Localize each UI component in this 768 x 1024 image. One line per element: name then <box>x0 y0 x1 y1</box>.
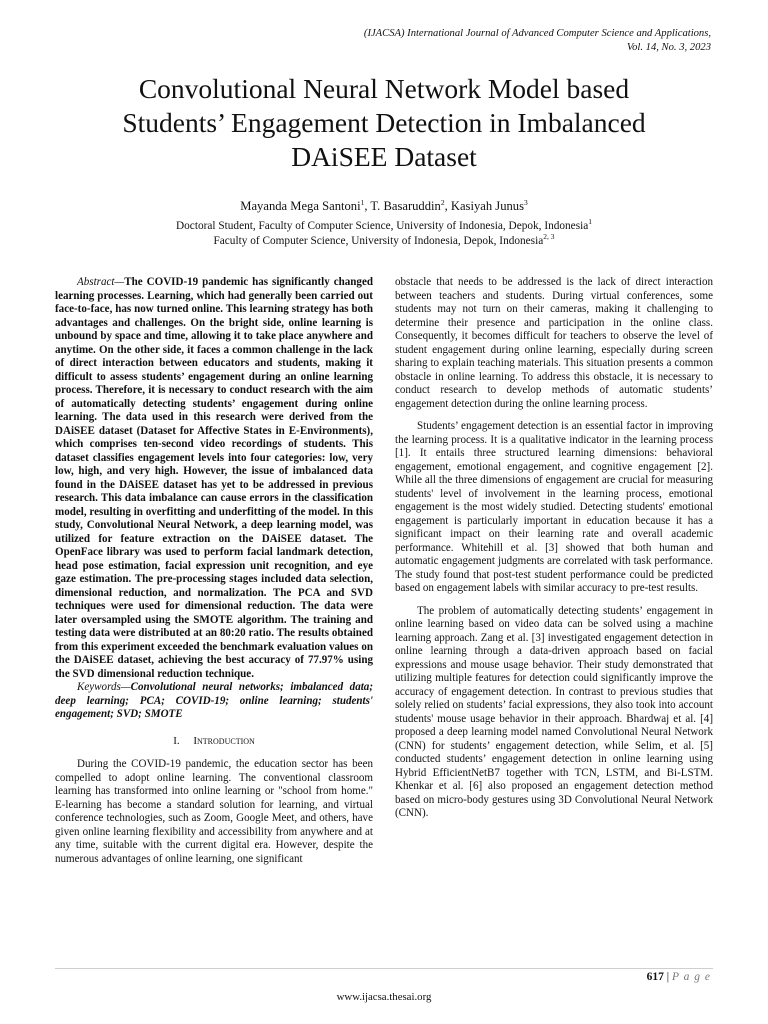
author-name: Mayanda Mega Santoni <box>240 199 361 213</box>
author-name: Kasiyah Junus <box>450 199 524 213</box>
journal-website: www.ijacsa.thesai.org <box>336 991 432 1003</box>
intro-paragraph-3: The problem of automatically detecting students’ engagement in online learning based on video data can be solved using a machine learning approach. Zang et al. [3] investigated engagement detection in online learning through a data-driven approach based on facial expressions and mouse usage behavior. Their study demonstrated that utilizing multiple features for detection could significantly improve the accuracy of engagement detection. In contrast to previous studies that solely relied on students’ facial expressions, they also took into account students' mouse usage behavior in their approach. Bhardwaj et al. [4] proposed a deep learning model named Convolutional Neural Network (CNN) for students’ engagement detection, while Selim, et al. [5] conducted students’ engagement detection in online learning using Hybrid EfficientNetB7 together with TCN, LSTM, and Bi-LSTM. Khenkar et al. [6] also proposed an engagement detection method based on micro-body gestures using 3D Convolutional Neural Network (CNN). <box>395 604 713 819</box>
journal-name: (IJACSA) International Journal of Advanced Computer Science and Applications, <box>363 28 711 39</box>
author-superscript: 3 <box>523 197 528 207</box>
page-label: P a g e <box>671 971 711 983</box>
author-name: T. Basaruddin <box>370 199 441 213</box>
right-column <box>395 276 713 821</box>
title-line-1: Convolutional Neural Network Model based <box>138 73 630 104</box>
section-heading <box>55 735 373 749</box>
footer-divider <box>55 968 713 969</box>
abstract-label: Abstract— <box>77 276 125 288</box>
intro-paragraph-2: Students’ engagement detection is an essential factor in improving the learning process. It is a qualitative indicator in the learning process [1]. It entails three structured learning dimensions: behavioral engagement, emotional engagement, and cognitive engagement [2]. While all the three dimensions of engagement are crucial for measuring students' level of involvement in the learning process, emotional engagement is the most widely studied. Detecting students' emotional engagement is particularly important in education because it has a significant impact on their learning rate and overall academic performance. Whitehill et al. [3] showed that both human and automatic engagement judgments are correlated with task performance. The study found that post-test student performance could be predicted based on engagement labels with similar accuracy to pre-test results. <box>395 420 713 594</box>
affiliation-superscript: 1 <box>588 217 592 227</box>
author-list <box>60 198 708 214</box>
affiliation-2: Faculty of Computer Science, University of Indonesia, Depok, Indonesia$^{2, 3}$ <box>213 232 555 248</box>
author-separator: , <box>444 199 451 213</box>
page-number-separator: | <box>663 971 672 983</box>
journal-volume: Vol. 14, No. 3, 2023 <box>626 42 711 53</box>
page-number-value: 617 <box>646 971 664 983</box>
affiliation-1: Doctoral Student, Faculty of Computer Science, University of Indonesia, Depok, Indonesia$^1$ <box>176 217 592 232</box>
left-column <box>55 276 373 866</box>
author-superscript: 2 <box>440 197 445 207</box>
abstract <box>55 276 373 681</box>
author-superscript: 1 <box>360 197 365 207</box>
affiliation-superscript: 2, 3 <box>543 232 555 242</box>
section-number: I. <box>173 734 180 747</box>
paper-title <box>60 72 708 174</box>
journal-header <box>291 27 711 55</box>
intro-paragraph-1-continued: obstacle that needs to be addressed is the lack of direct interaction between teachers and students. During virtual conferences, some students may not turn on their cameras, making it challenging to determine their presence and participation in the online class. Consequently, it becomes difficult for teachers to observe the level of student engagement during online learning, especially during screen sharing to explain teaching materials. This situation presents a common obstacle in online learning. To address this obstacle, it is necessary to conduct research to develop methods of automatic students’ engagement detection during the online learning process. <box>395 276 713 410</box>
intro-paragraph-1: During the COVID-19 pandemic, the education sector has been compelled to adopt online learning. The conventional classroom learning has transformed into online learning or "school from home." E-learning has become a standard solution for learning, and virtual conference technologies, such as Zoom, Google Meet, and others, have given online learning flexibility and accessibility from anywhere and at any time, suitable with the current digital era. However, despite the numerous advantages of online learning, one significant <box>55 758 373 865</box>
keywords-text: Convolutional neural networks; imbalanced data; deep learning; PCA; COVID-19; online learning; students' engagement; SVD; SMOTE <box>55 681 373 720</box>
keywords <box>55 681 373 722</box>
author-separator: , <box>364 199 371 213</box>
title-line-3: DAiSEE Dataset <box>291 141 477 172</box>
affiliations <box>60 219 708 249</box>
keywords-label: Keywords— <box>77 681 131 693</box>
title-line-2: Students’ Engagement Detection in Imbalanced <box>122 107 646 138</box>
abstract-text: The COVID-19 pandemic has significantly changed learning processes. Learning, which had generally been carried out face-to-face, has now turned online. This learning strategy has both advantages and challenges. On the bright side, online learning is unbound by space and time, allowing it to take place anywhere and anytime. On the other side, it faces a common challenge in the lack of direct interaction between educators and students, making it difficult to assess students’ engagement during an online learning process. Therefore, it is necessary to conduct research with the aim of automatically detecting students’ engagement during online learning. The data used in this research were derived from the DAiSEE dataset (Dataset for Affective States in E-Environments), which comprises ten-second video recordings of students. This dataset classifies engagement levels into four categories: low, very low, high, and very high. However, the issue of imbalanced data found in the DAiSEE dataset has yet to be addressed in previous research. This data imbalance can cause errors in the classification model, resulting in overfitting and underfitting of the model. In this study, Convolutional Neural Network, a deep learning model, was utilized for feature extraction on the DAiSEE dataset. The OpenFace library was used to perform facial landmark detection, head pose estimation, facial expression unit recognition, and eye gaze estimation. The pre-processing stages included data selection, dimensional reduction, and normalization. The PCA and SVD techniques were used for dimensional reduction. The data were later oversampled using the SMOTE algorithm. The training and testing data were distributed at an 80:20 ratio. The results obtained from this experiment exceeded the benchmark evaluation values on the DAiSEE dataset, achieving the best accuracy of 77.97% using the SVD dimensional reduction technique. <box>55 276 373 680</box>
section-title: Introduction <box>193 734 255 747</box>
page-number <box>647 971 711 983</box>
